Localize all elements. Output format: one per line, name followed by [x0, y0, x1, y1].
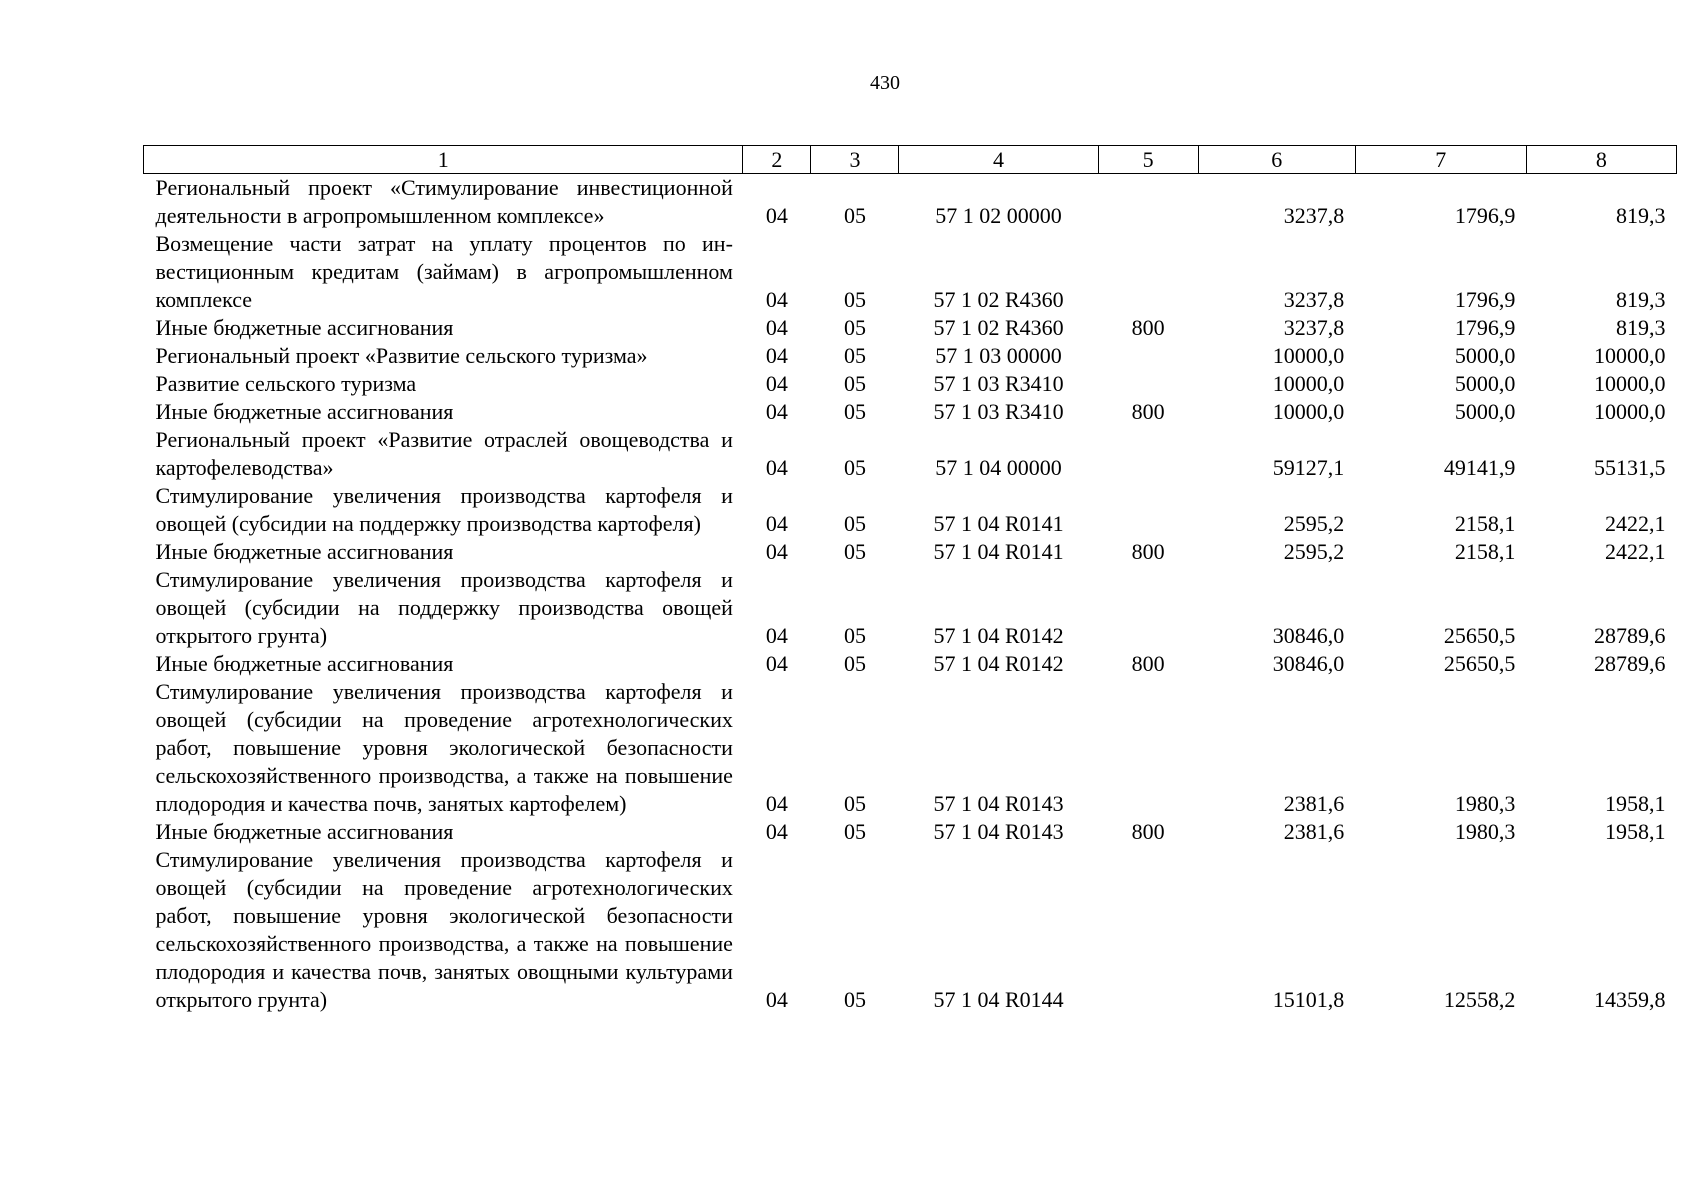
- cell-amount-7: 25650,5: [1443, 623, 1516, 648]
- column-header: 8: [1526, 146, 1676, 174]
- row-name: Стимулирование увеличения производства картофеля и овощей (субсидии на поддержку производства картофеля): [155, 483, 733, 536]
- cell-amount-6: 3237,8: [1283, 315, 1345, 340]
- cell-expense-type: 800: [1131, 651, 1165, 676]
- cell-subsection: 05: [843, 343, 866, 368]
- cell-section: 04: [765, 455, 788, 480]
- cell-amount-6: 10000,0: [1272, 399, 1345, 424]
- cell-amount-7: 1796,9: [1454, 315, 1516, 340]
- cell-expense-type: [1098, 846, 1198, 1014]
- cell-subsection: 05: [843, 987, 866, 1012]
- column-header: 5: [1098, 146, 1198, 174]
- row-name: Региональный проект «Стимулирование инвестиционной деятельности в агропромышленном комплексе»: [155, 175, 733, 228]
- cell-section: 04: [765, 371, 788, 396]
- table-row: [144, 370, 1677, 398]
- cell-amount-7: 2158,1: [1454, 511, 1516, 536]
- cell-amount-7: 1796,9: [1454, 287, 1516, 312]
- cell-amount-6: 10000,0: [1272, 343, 1345, 368]
- table-row: [144, 846, 1677, 1014]
- cell-amount-8: 55131,5: [1594, 455, 1666, 480]
- cell-target-code: 57 1 03 00000: [935, 343, 1062, 368]
- cell-amount-6: 30846,0: [1272, 651, 1345, 676]
- table-row: [144, 482, 1677, 538]
- cell-target-code: 57 1 04 R0141: [933, 539, 1064, 564]
- cell-section: 04: [765, 511, 788, 536]
- row-name: Стимулирование увеличения производства картофеля и овощей (субсидии на проведение агротехнологических работ, повышение уровня экологической безопасности сельскохозяйственного производства, а также на повышение плодородия и качества почв, занятых картофелем): [155, 679, 733, 816]
- column-header: 4: [899, 146, 1098, 174]
- row-name: Возмещение части затрат на уплату процентов по инвестиционным кредитам (займам) в агропромышленном комплексе: [155, 231, 733, 312]
- cell-target-code: 57 1 02 R4360: [933, 287, 1064, 312]
- cell-target-code: 57 1 04 R0142: [933, 651, 1064, 676]
- column-header: 6: [1198, 146, 1355, 174]
- cell-amount-8: 819,3: [1616, 315, 1666, 340]
- cell-expense-type: [1098, 426, 1198, 482]
- cell-amount-7: 49141,9: [1443, 455, 1516, 480]
- table-row: [144, 678, 1677, 818]
- cell-section: 04: [765, 539, 788, 564]
- table-row: [144, 230, 1677, 314]
- cell-amount-6: 2595,2: [1283, 511, 1345, 536]
- cell-amount-7: 12558,2: [1443, 987, 1516, 1012]
- column-header: 7: [1355, 146, 1526, 174]
- table-row: [144, 174, 1677, 231]
- cell-target-code: 57 1 04 00000: [935, 455, 1062, 480]
- row-name: Стимулирование увеличения производства картофеля и овощей (субсидии на проведение агротехнологических работ, повышение уровня экологической безопасности сельскохозяйственного производства, а также на повышение плодородия и качества почв, занятых овощными культурами открытого грунта): [155, 847, 733, 1012]
- cell-subsection: 05: [843, 623, 866, 648]
- cell-amount-7: 5000,0: [1454, 371, 1516, 396]
- cell-amount-6: 3237,8: [1283, 203, 1345, 228]
- cell-amount-6: 3237,8: [1283, 287, 1345, 312]
- table-row: [144, 342, 1677, 370]
- cell-amount-6: 10000,0: [1272, 371, 1345, 396]
- cell-target-code: 57 1 04 R0144: [933, 987, 1064, 1012]
- row-name: Иные бюджетные ассигнования: [155, 819, 454, 844]
- cell-subsection: 05: [843, 791, 866, 816]
- cell-section: 04: [765, 623, 788, 648]
- cell-section: 04: [765, 315, 788, 340]
- cell-section: 04: [765, 287, 788, 312]
- budget-table: [143, 145, 1677, 1014]
- cell-subsection: 05: [843, 399, 866, 424]
- cell-section: 04: [765, 399, 788, 424]
- cell-subsection: 05: [843, 371, 866, 396]
- cell-expense-type: 800: [1131, 399, 1165, 424]
- cell-target-code: 57 1 03 R3410: [933, 371, 1064, 396]
- cell-expense-type: [1098, 678, 1198, 818]
- row-name: Региональный проект «Развитие сельского туризма»: [155, 343, 648, 368]
- row-name: Иные бюджетные ассигнования: [155, 651, 454, 676]
- cell-amount-7: 5000,0: [1454, 399, 1516, 424]
- table-row: [144, 818, 1677, 846]
- cell-subsection: 05: [843, 651, 866, 676]
- cell-section: 04: [765, 343, 788, 368]
- cell-expense-type: 800: [1131, 819, 1165, 844]
- cell-expense-type: [1098, 174, 1198, 231]
- cell-amount-8: 10000,0: [1594, 371, 1666, 396]
- row-name: Иные бюджетные ассигнования: [155, 539, 454, 564]
- table-row: [144, 538, 1677, 566]
- cell-target-code: 57 1 02 R4360: [933, 315, 1064, 340]
- cell-target-code: 57 1 04 R0142: [933, 623, 1064, 648]
- cell-subsection: 05: [843, 455, 866, 480]
- row-name: Иные бюджетные ассигнования: [155, 399, 454, 424]
- table-row: [144, 398, 1677, 426]
- row-name: Стимулирование увеличения производства картофеля и овощей (субсидии на поддержку производства овощей открытого грунта): [155, 567, 733, 648]
- table-row: [144, 566, 1677, 650]
- cell-subsection: 05: [843, 539, 866, 564]
- page-number: 430: [870, 72, 900, 94]
- cell-expense-type: [1098, 370, 1198, 398]
- cell-amount-6: 59127,1: [1272, 455, 1345, 480]
- cell-expense-type: 800: [1131, 315, 1165, 340]
- cell-subsection: 05: [843, 287, 866, 312]
- cell-amount-8: 10000,0: [1594, 343, 1666, 368]
- cell-target-code: 57 1 04 R0143: [933, 791, 1064, 816]
- cell-target-code: 57 1 04 R0143: [933, 819, 1064, 844]
- table-row: [144, 426, 1677, 482]
- cell-amount-6: 2381,6: [1283, 819, 1345, 844]
- cell-amount-6: 2381,6: [1283, 791, 1345, 816]
- cell-amount-8: 1958,1: [1605, 819, 1666, 844]
- cell-section: 04: [765, 987, 788, 1012]
- table-header-row: [144, 146, 1677, 174]
- cell-amount-8: 819,3: [1616, 287, 1666, 312]
- cell-amount-6: 15101,8: [1272, 987, 1345, 1012]
- cell-amount-7: 1980,3: [1454, 791, 1516, 816]
- table-row: [144, 314, 1677, 342]
- cell-amount-8: 819,3: [1616, 203, 1666, 228]
- cell-subsection: 05: [843, 819, 866, 844]
- cell-amount-6: 30846,0: [1272, 623, 1345, 648]
- row-name: Региональный проект «Развитие отраслей овощеводства и картофелеводства»: [155, 427, 733, 480]
- cell-subsection: 05: [843, 315, 866, 340]
- column-header: 2: [743, 146, 811, 174]
- cell-expense-type: [1098, 566, 1198, 650]
- cell-expense-type: [1098, 342, 1198, 370]
- column-header: 1: [144, 146, 743, 174]
- cell-amount-8: 10000,0: [1594, 399, 1666, 424]
- cell-target-code: 57 1 02 00000: [935, 203, 1062, 228]
- cell-subsection: 05: [843, 511, 866, 536]
- table-row: [144, 650, 1677, 678]
- cell-amount-8: 2422,1: [1605, 511, 1666, 536]
- cell-expense-type: 800: [1131, 539, 1165, 564]
- cell-section: 04: [765, 791, 788, 816]
- cell-target-code: 57 1 03 R3410: [933, 399, 1064, 424]
- cell-amount-7: 5000,0: [1454, 343, 1516, 368]
- cell-section: 04: [765, 203, 788, 228]
- cell-amount-7: 25650,5: [1443, 651, 1516, 676]
- cell-target-code: 57 1 04 R0141: [933, 511, 1064, 536]
- cell-amount-8: 28789,6: [1594, 651, 1666, 676]
- cell-amount-7: 1796,9: [1454, 203, 1516, 228]
- cell-section: 04: [765, 651, 788, 676]
- cell-section: 04: [765, 819, 788, 844]
- cell-expense-type: [1098, 230, 1198, 314]
- cell-expense-type: [1098, 482, 1198, 538]
- row-name: Иные бюджетные ассигнования: [155, 315, 454, 340]
- cell-amount-7: 2158,1: [1454, 539, 1516, 564]
- row-name: Развитие сельского туризма: [155, 371, 417, 396]
- cell-subsection: 05: [843, 203, 866, 228]
- column-header: 3: [811, 146, 899, 174]
- cell-amount-7: 1980,3: [1454, 819, 1516, 844]
- cell-amount-6: 2595,2: [1283, 539, 1345, 564]
- cell-amount-8: 2422,1: [1605, 539, 1666, 564]
- cell-amount-8: 14359,8: [1594, 987, 1666, 1012]
- cell-amount-8: 1958,1: [1605, 791, 1666, 816]
- cell-amount-8: 28789,6: [1594, 623, 1666, 648]
